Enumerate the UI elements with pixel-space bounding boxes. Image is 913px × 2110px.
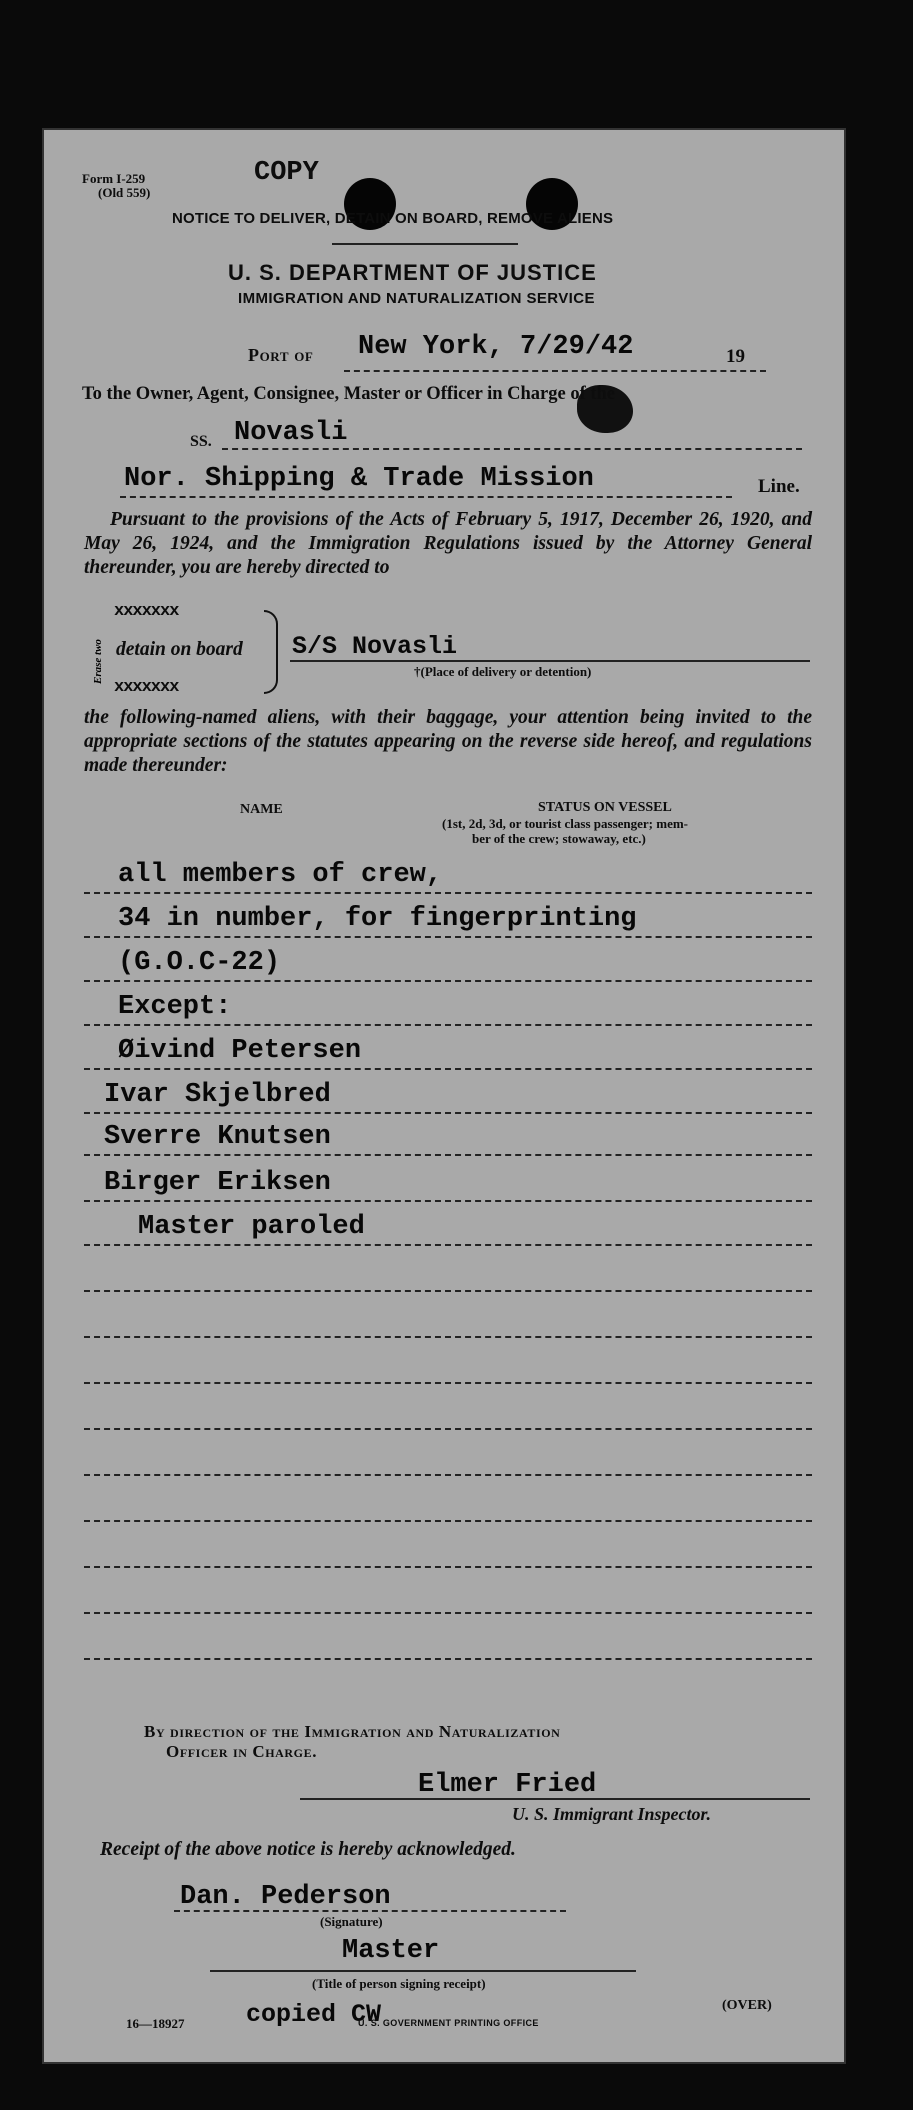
ship-underline (222, 448, 802, 450)
blank-rule (84, 1290, 812, 1292)
place-caption: †(Place of delivery or detention) (414, 664, 592, 679)
form-number: Form I-259 (82, 171, 146, 186)
entry-line-3: (G.O.C-22) (118, 948, 281, 978)
port-value: New York, 7/29/42 (358, 332, 634, 362)
following-paragraph: the following-named aliens, with their baggage, your attention being invited to the appropriate sections of the statutes appearing on the reverse side hereof, and regulations made thereunder: (84, 707, 812, 776)
entry-line-9: Master paroled (138, 1212, 365, 1242)
options-brace (264, 610, 278, 694)
receipt-signature: Dan. Pederson (180, 1882, 391, 1912)
entry-rule-7 (84, 1154, 812, 1156)
entry-line-7: Sverre Knutsen (104, 1122, 331, 1152)
ship-name: Novasli (234, 418, 348, 448)
inspector-name: Elmer Fried (418, 1770, 597, 1800)
ss-label: SS. (190, 433, 212, 450)
blank-rule (84, 1658, 812, 1660)
detain-on-board: detain on board (116, 639, 243, 660)
notice-title: NOTICE TO DELIVER, DETAIN ON BOARD, REMOVE ALIENS (172, 210, 614, 227)
copied-stamp: copied CW (246, 2000, 382, 2029)
printer-credit: U. S. GOVERNMENT PRINTING OFFICE (358, 2018, 539, 2028)
blank-rule (84, 1474, 812, 1476)
entry-rule-3 (84, 980, 812, 982)
direction-line-2: Officer in Charge. (166, 1742, 318, 1761)
department-title: U. S. DEPARTMENT OF JUSTICE (228, 260, 597, 285)
name-column-header: NAME (240, 802, 283, 817)
blank-rule (84, 1336, 812, 1338)
pursuant-paragraph: Pursuant to the provisions of the Acts of February 5, 1917, December 26, 1920, and May 26, 1924, and the Immigration Regulations issued by the Attorney General thereunder, you are hereby directed to (84, 509, 812, 578)
shipping-line-name: Nor. Shipping & Trade Mission (124, 464, 594, 494)
signature-caption: (Signature) (320, 1914, 383, 1929)
entry-line-5: Øivind Petersen (118, 1036, 362, 1066)
blank-rule (84, 1566, 812, 1568)
entry-rule-6 (84, 1112, 812, 1114)
receipt-title-value: Master (342, 1936, 440, 1966)
status-column-header: STATUS ON VESSEL (538, 800, 672, 815)
addressee-line: To the Owner, Agent, Consignee, Master or Officer in Charge of the (82, 384, 616, 404)
copy-stamp: COPY (254, 158, 319, 188)
inspector-title: U. S. Immigrant Inspector. (512, 1804, 712, 1824)
blank-rule (84, 1520, 812, 1522)
port-underline (344, 370, 766, 372)
over-note: (OVER) (722, 1998, 772, 2013)
header-rule (332, 243, 518, 245)
entry-rule-8 (84, 1200, 812, 1202)
status-note-2: ber of the crew; stowaway, etc.) (472, 831, 646, 846)
footer-code: 16—18927 (126, 2016, 185, 2031)
entry-rule-5 (84, 1068, 812, 1070)
blank-rule (84, 1428, 812, 1430)
place-value: S/S Novasli (292, 632, 458, 661)
title-underline (210, 1970, 636, 1972)
service-title: IMMIGRATION AND NATURALIZATION SERVICE (238, 290, 595, 307)
blank-rule (84, 1382, 812, 1384)
entry-line-8: Birger Eriksen (104, 1168, 331, 1198)
blank-rule (84, 1612, 812, 1614)
form-old-number: (Old 559) (98, 185, 151, 200)
direction-line-1: By direction of the Immigration and Naturalization (144, 1722, 561, 1741)
entry-rule-4 (84, 1024, 812, 1026)
entry-line-6: Ivar Skjelbred (104, 1080, 331, 1110)
remove-struck: xxxxxxx (114, 678, 179, 697)
entry-line-4: Except: (118, 992, 232, 1022)
port-label: Port of (248, 345, 314, 365)
status-note-1: (1st, 2d, 3d, or tourist class passenger; mem- (442, 816, 689, 831)
title-caption: (Title of person signing receipt) (312, 1976, 486, 1991)
line-underline (120, 496, 732, 498)
line-label: Line. (758, 476, 800, 497)
entry-rule-2 (84, 936, 812, 938)
receipt-text: Receipt of the above notice is hereby acknowledged. (100, 1839, 516, 1860)
form-paper (42, 128, 846, 2064)
entry-line-1: all members of crew, (118, 860, 443, 890)
deliver-struck: xxxxxxx (114, 602, 179, 621)
erase-note: Erase two (92, 639, 104, 684)
port-year-suffix: 19 (726, 346, 745, 367)
entry-line-2: 34 in number, for fingerprinting (118, 904, 637, 934)
entry-rule-1 (84, 892, 812, 894)
entry-rule-9 (84, 1244, 812, 1246)
